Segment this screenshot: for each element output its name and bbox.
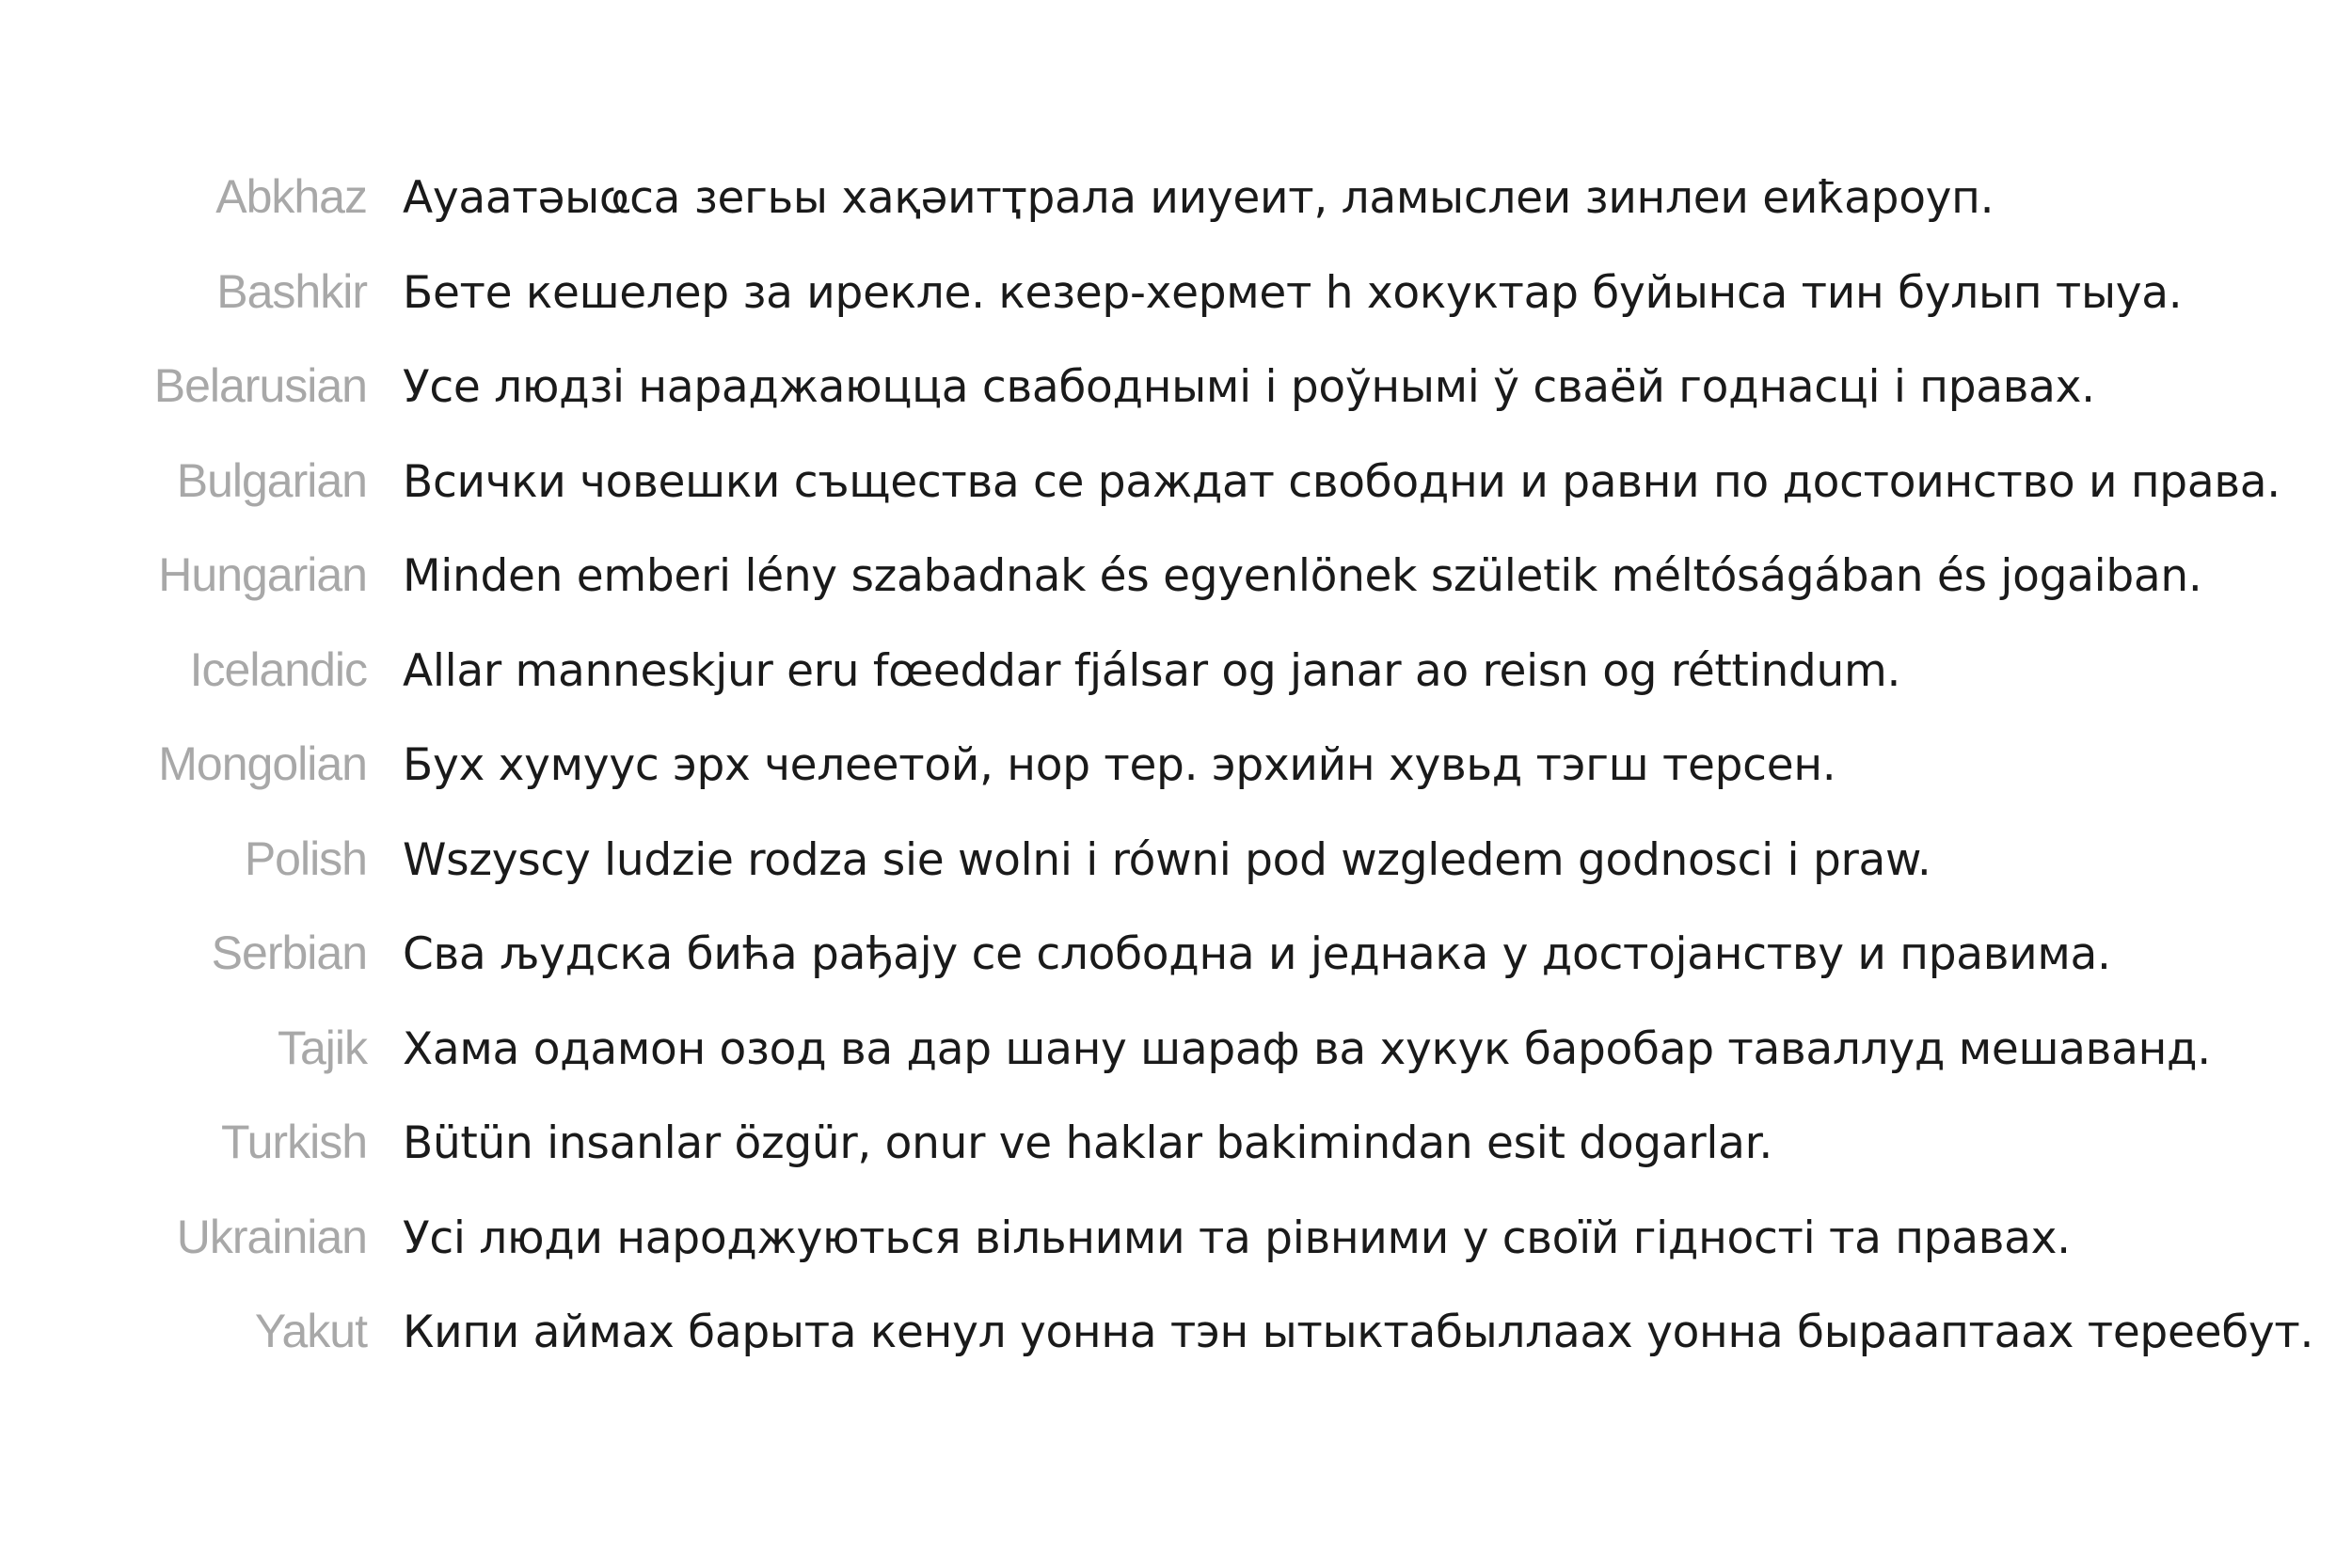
specimen-row-belarusian [0, 358, 2352, 453]
sample-text: Allar manneskjur eru fœeddar fjálsar og janar ao reisn og réttindum. [403, 644, 1901, 697]
language-label: Belarusian [153, 359, 367, 412]
specimen-row-ukrainian [0, 1210, 2352, 1305]
language-label: Bulgarian [176, 453, 367, 507]
sample-text: Wszyscy ludzie rodza sie wolni i równi pod wzgledem godnosci i praw. [403, 833, 1931, 886]
language-label: Ukrainian [176, 1210, 367, 1263]
specimen-row-serbian [0, 926, 2352, 1021]
specimen-row-bashkir [0, 264, 2352, 359]
language-label: Polish [244, 832, 367, 885]
sample-text: Ауаатәыҩса зегьы хақәитҭрала ииуеит, ламыслеи зинлеи еиҟароуп. [403, 172, 1994, 224]
specimen-row-bulgarian [0, 453, 2352, 548]
specimen-row-yakut [0, 1304, 2352, 1399]
sample-text: Бете кешелер за ирекле. кезер-хермет h хокуктар буйынса тин булып тыуа. [403, 266, 2183, 319]
sample-text: Усе людзі нараджаюцца свабоднымі і роўнымі ў сваёй годнасці і правах. [403, 361, 2095, 413]
sample-text: Bütün insanlar özgür, onur ve haklar bakimindan esit dogarlar. [403, 1117, 1772, 1169]
language-label: Serbian [211, 927, 367, 979]
specimen-row-polish [0, 832, 2352, 927]
sample-text: Всички човешки същества се раждат свободни и равни по достоинство и права. [403, 455, 2280, 508]
sample-text: Хама одамон озод ва дар шану шараф ва хукук баробар таваллуд мешаванд. [403, 1022, 2211, 1075]
specimen-row-mongolian [0, 736, 2352, 832]
language-label: Mongolian [158, 737, 367, 790]
sample-text: Усі люди народжуються вільними та рівними у своїй гідності та правах. [403, 1212, 2071, 1264]
language-label: Turkish [220, 1116, 367, 1168]
specimen-row-tajik [0, 1021, 2352, 1116]
specimen-row-hungarian [0, 547, 2352, 642]
sample-text: Сва људска бића рађају се слободна и једнака у достојанству и правима. [403, 928, 2111, 980]
sample-text: Бух хумуус эрх челеетой, нор тер. эрхийн хувьд тэгш терсен. [403, 739, 1836, 791]
language-specimen-list [0, 169, 2352, 1399]
specimen-row-turkish [0, 1115, 2352, 1210]
sample-text: Кипи аймах барыта кенул уонна тэн ытыктабыллаах уонна быраaптаах тереебут. [403, 1307, 2314, 1358]
specimen-row-icelandic [0, 642, 2352, 737]
specimen-row-abkhaz [0, 169, 2352, 264]
language-label: Hungarian [158, 548, 367, 601]
language-label: Icelandic [189, 642, 367, 696]
language-label: Bashkir [216, 264, 367, 318]
sample-text: Minden emberi lény szabadnak és egyenlönek születik méltóságában és jogaiban. [403, 550, 2202, 602]
language-label: Tajik [277, 1021, 367, 1074]
language-label: Yakut [254, 1305, 367, 1357]
language-label: Abkhaz [215, 170, 367, 223]
